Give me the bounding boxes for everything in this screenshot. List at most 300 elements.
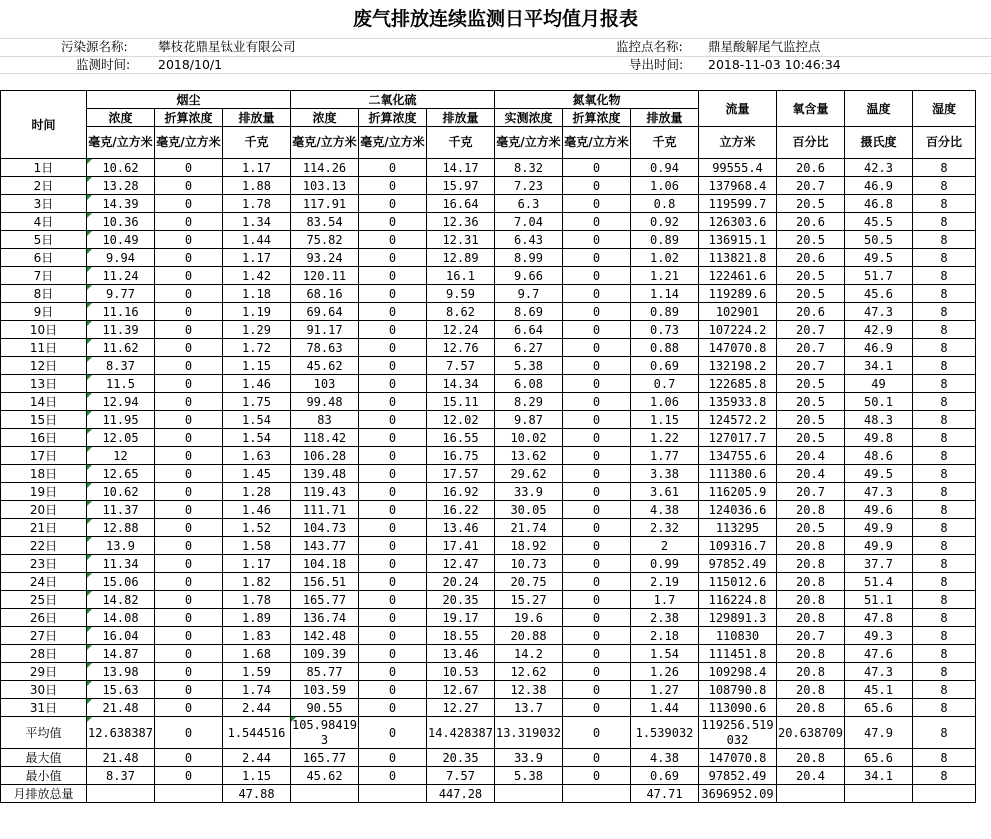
table-cell: 83.54 — [291, 213, 359, 231]
table-cell: 6.27 — [495, 339, 563, 357]
table-cell: 49.8 — [845, 429, 913, 447]
table-cell: 0 — [359, 177, 427, 195]
table-cell: 8 — [913, 591, 976, 609]
table-cell: 8 — [913, 267, 976, 285]
table-cell: 108790.8 — [699, 681, 777, 699]
table-cell: 20.7 — [777, 177, 845, 195]
table-cell: 20.8 — [777, 681, 845, 699]
table-cell: 0.92 — [631, 213, 699, 231]
table-cell: 49.5 — [845, 249, 913, 267]
table-cell: 91.17 — [291, 321, 359, 339]
cell-flag-icon — [87, 267, 92, 272]
table-cell — [495, 785, 563, 803]
table-cell: 12.47 — [427, 555, 495, 573]
row-label: 12日 — [1, 357, 87, 375]
cell-flag-icon — [87, 519, 92, 524]
table-cell: 8 — [913, 231, 976, 249]
sub-header: 折算浓度 — [359, 109, 427, 127]
table-row — [1, 699, 976, 717]
row-label: 8日 — [1, 285, 87, 303]
table-cell: 109298.4 — [699, 663, 777, 681]
table-cell: 8 — [913, 501, 976, 519]
cell-flag-icon — [87, 411, 92, 416]
table-cell: 8 — [913, 555, 976, 573]
table-cell: 10.62 — [87, 159, 155, 177]
table-cell: 12.76 — [427, 339, 495, 357]
table-cell: 68.16 — [291, 285, 359, 303]
table-cell: 8 — [913, 767, 976, 785]
table-cell: 13.319032 — [495, 717, 563, 749]
table-cell: 0.89 — [631, 231, 699, 249]
table-cell: 0 — [359, 717, 427, 749]
table-cell: 8 — [913, 339, 976, 357]
table-cell: 21.48 — [87, 699, 155, 717]
cell-flag-icon — [87, 645, 92, 650]
time-label: 监测时间: — [76, 57, 131, 72]
table-cell: 0 — [359, 303, 427, 321]
table-cell: 97852.49 — [699, 767, 777, 785]
table-cell: 49.9 — [845, 537, 913, 555]
table-cell: 4.38 — [631, 501, 699, 519]
table-cell: 14.2 — [495, 645, 563, 663]
table-cell: 5.38 — [495, 767, 563, 785]
table-cell: 8 — [913, 249, 976, 267]
table-cell: 1.29 — [223, 321, 291, 339]
table-cell: 16.1 — [427, 267, 495, 285]
table-cell: 0 — [359, 537, 427, 555]
table-cell: 16.55 — [427, 429, 495, 447]
table-cell: 0 — [563, 627, 631, 645]
table-cell: 103.13 — [291, 177, 359, 195]
table-cell: 15.06 — [87, 573, 155, 591]
table-cell: 0 — [359, 231, 427, 249]
table-cell: 0 — [155, 303, 223, 321]
table-cell: 12.88 — [87, 519, 155, 537]
table-cell: 0 — [155, 717, 223, 749]
table-cell: 8 — [913, 393, 976, 411]
table-cell: 165.77 — [291, 749, 359, 767]
table-cell: 0 — [563, 177, 631, 195]
table-cell: 0 — [155, 285, 223, 303]
table-cell: 49.6 — [845, 501, 913, 519]
table-cell — [913, 785, 976, 803]
table-cell: 0 — [563, 681, 631, 699]
table-cell: 16.04 — [87, 627, 155, 645]
table-cell: 3.38 — [631, 465, 699, 483]
report-table — [0, 90, 976, 803]
table-cell: 0 — [155, 519, 223, 537]
table-cell: 0.89 — [631, 303, 699, 321]
table-cell: 0 — [155, 681, 223, 699]
table-cell: 33.9 — [495, 483, 563, 501]
table-cell: 69.64 — [291, 303, 359, 321]
table-cell: 13.46 — [427, 519, 495, 537]
header-smoke: 烟尘 — [87, 91, 291, 109]
table-row — [1, 465, 976, 483]
table-cell: 12.38 — [495, 681, 563, 699]
table-cell: 0 — [563, 483, 631, 501]
unit-header: 毫克/立方米 — [495, 127, 563, 159]
table-cell: 0 — [155, 483, 223, 501]
table-cell: 1.46 — [223, 375, 291, 393]
table-cell: 8 — [913, 645, 976, 663]
unit-header: 千克 — [631, 127, 699, 159]
table-cell: 111380.6 — [699, 465, 777, 483]
table-cell: 122685.8 — [699, 375, 777, 393]
table-cell: 1.59 — [223, 663, 291, 681]
table-row — [1, 555, 976, 573]
header-oxygen: 氧含量 — [777, 91, 845, 127]
table-cell: 20.5 — [777, 267, 845, 285]
table-cell: 116224.8 — [699, 591, 777, 609]
row-label: 10日 — [1, 321, 87, 339]
source-value: 攀枝花鼎星钛业有限公司 — [158, 39, 296, 54]
table-cell: 119256.519032 — [699, 717, 777, 749]
table-cell: 0 — [155, 573, 223, 591]
table-cell: 0 — [563, 339, 631, 357]
sub-header: 排放量 — [631, 109, 699, 127]
table-cell: 47.88 — [223, 785, 291, 803]
table-row — [1, 447, 976, 465]
table-cell: 0 — [563, 749, 631, 767]
table-cell: 8 — [913, 411, 976, 429]
table-cell: 1.42 — [223, 267, 291, 285]
table-cell: 0 — [359, 321, 427, 339]
table-cell — [291, 785, 359, 803]
table-cell: 1.68 — [223, 645, 291, 663]
cell-flag-icon — [87, 555, 92, 560]
table-cell: 14.82 — [87, 591, 155, 609]
sub-header: 浓度 — [291, 109, 359, 127]
table-cell: 2.18 — [631, 627, 699, 645]
table-cell: 0 — [359, 267, 427, 285]
cell-flag-icon — [87, 339, 92, 344]
table-cell: 10.53 — [427, 663, 495, 681]
table-cell: 8 — [913, 321, 976, 339]
table-cell: 14.39 — [87, 195, 155, 213]
row-label: 24日 — [1, 573, 87, 591]
table-cell: 0 — [563, 357, 631, 375]
table-cell: 0 — [563, 465, 631, 483]
table-cell: 115012.6 — [699, 573, 777, 591]
table-cell: 1.26 — [631, 663, 699, 681]
table-cell: 0 — [359, 591, 427, 609]
cell-flag-icon — [87, 699, 92, 704]
table-cell: 0 — [563, 447, 631, 465]
table-row — [1, 267, 976, 285]
table-cell: 20.638709 — [777, 717, 845, 749]
row-label: 28日 — [1, 645, 87, 663]
header-flow: 流量 — [699, 91, 777, 127]
table-cell: 0 — [155, 749, 223, 767]
unit-header: 百分比 — [777, 127, 845, 159]
table-cell: 33.9 — [495, 749, 563, 767]
table-cell: 1.18 — [223, 285, 291, 303]
unit-header: 千克 — [223, 127, 291, 159]
table-cell: 20.5 — [777, 285, 845, 303]
table-cell: 135933.8 — [699, 393, 777, 411]
table-cell: 118.42 — [291, 429, 359, 447]
table-cell: 8.62 — [427, 303, 495, 321]
table-cell: 14.08 — [87, 609, 155, 627]
row-label: 14日 — [1, 393, 87, 411]
table-cell: 47.3 — [845, 303, 913, 321]
table-cell: 8 — [913, 285, 976, 303]
table-cell — [563, 785, 631, 803]
table-cell: 109.39 — [291, 645, 359, 663]
table-cell: 47.3 — [845, 483, 913, 501]
table-cell: 11.37 — [87, 501, 155, 519]
row-label: 19日 — [1, 483, 87, 501]
cell-flag-icon — [87, 429, 92, 434]
table-row — [1, 411, 976, 429]
row-label: 9日 — [1, 303, 87, 321]
row-label: 25日 — [1, 591, 87, 609]
table-cell: 14.428387 — [427, 717, 495, 749]
table-row — [1, 339, 976, 357]
table-row — [1, 159, 976, 177]
unit-header: 毫克/立方米 — [155, 127, 223, 159]
table-cell: 8.99 — [495, 249, 563, 267]
table-cell: 103 — [291, 375, 359, 393]
table-cell: 49 — [845, 375, 913, 393]
row-label: 月排放总量 — [1, 785, 87, 803]
table-cell: 8 — [913, 159, 976, 177]
table-cell: 447.28 — [427, 785, 495, 803]
table-cell: 1.74 — [223, 681, 291, 699]
table-cell: 97852.49 — [699, 555, 777, 573]
table-cell: 8 — [913, 627, 976, 645]
table-cell: 124036.6 — [699, 501, 777, 519]
table-cell: 47.9 — [845, 717, 913, 749]
row-label: 16日 — [1, 429, 87, 447]
unit-header: 毫克/立方米 — [563, 127, 631, 159]
table-cell: 8 — [913, 303, 976, 321]
table-cell: 20.7 — [777, 483, 845, 501]
table-cell: 12.62 — [495, 663, 563, 681]
table-body — [1, 159, 976, 803]
table-cell: 0 — [359, 663, 427, 681]
table-cell: 15.97 — [427, 177, 495, 195]
table-cell: 0 — [359, 375, 427, 393]
table-row — [1, 357, 976, 375]
table-cell: 1.75 — [223, 393, 291, 411]
table-cell: 20.5 — [777, 519, 845, 537]
table-cell: 14.34 — [427, 375, 495, 393]
table-row — [1, 627, 976, 645]
table-cell: 0 — [155, 627, 223, 645]
table-row — [1, 501, 976, 519]
cell-flag-icon — [87, 357, 92, 362]
table-cell: 119.43 — [291, 483, 359, 501]
table-cell: 0.69 — [631, 357, 699, 375]
table-cell: 6.08 — [495, 375, 563, 393]
table-cell: 139.48 — [291, 465, 359, 483]
unit-header: 毫克/立方米 — [87, 127, 155, 159]
table-cell: 0 — [563, 429, 631, 447]
table-cell: 46.9 — [845, 339, 913, 357]
table-cell: 0 — [359, 447, 427, 465]
table-cell: 13.7 — [495, 699, 563, 717]
table-cell: 10.62 — [87, 483, 155, 501]
table-cell: 0.69 — [631, 767, 699, 785]
table-row — [1, 375, 976, 393]
table-cell: 0 — [359, 681, 427, 699]
table-cell: 0 — [155, 699, 223, 717]
table-cell: 1.45 — [223, 465, 291, 483]
table-cell: 20.6 — [777, 303, 845, 321]
table-cell: 20.5 — [777, 429, 845, 447]
table-cell: 1.15 — [631, 411, 699, 429]
average-row — [1, 717, 976, 749]
table-cell: 34.1 — [845, 357, 913, 375]
max-row — [1, 749, 976, 767]
table-cell: 85.77 — [291, 663, 359, 681]
cell-flag-icon — [87, 195, 92, 200]
table-cell: 78.63 — [291, 339, 359, 357]
row-label: 15日 — [1, 411, 87, 429]
table-cell: 0 — [563, 411, 631, 429]
table-cell: 0 — [359, 213, 427, 231]
table-cell: 1.82 — [223, 573, 291, 591]
table-cell: 20.8 — [777, 591, 845, 609]
table-cell: 0 — [155, 767, 223, 785]
table-cell: 104.18 — [291, 555, 359, 573]
row-label: 4日 — [1, 213, 87, 231]
table-cell: 0 — [563, 663, 631, 681]
table-cell: 20.8 — [777, 555, 845, 573]
table-cell: 0 — [359, 501, 427, 519]
table-header — [1, 91, 976, 159]
table-cell: 11.5 — [87, 375, 155, 393]
table-cell: 49.3 — [845, 627, 913, 645]
table-cell: 16.22 — [427, 501, 495, 519]
unit-header: 毫克/立方米 — [291, 127, 359, 159]
table-cell: 0 — [563, 537, 631, 555]
row-label: 最大值 — [1, 749, 87, 767]
table-cell: 1.78 — [223, 591, 291, 609]
table-cell: 2.19 — [631, 573, 699, 591]
table-cell: 47.8 — [845, 609, 913, 627]
unit-header: 立方米 — [699, 127, 777, 159]
table-cell: 9.87 — [495, 411, 563, 429]
table-cell: 0.94 — [631, 159, 699, 177]
table-cell: 8 — [913, 429, 976, 447]
table-cell: 99.48 — [291, 393, 359, 411]
table-cell: 12.65 — [87, 465, 155, 483]
row-label: 11日 — [1, 339, 87, 357]
table-cell: 2 — [631, 537, 699, 555]
table-cell: 8 — [913, 213, 976, 231]
table-cell: 0 — [359, 429, 427, 447]
table-cell: 20.35 — [427, 749, 495, 767]
report-title: 废气排放连续监测日平均值月报表 — [352, 8, 638, 30]
table-row — [1, 537, 976, 555]
table-cell: 20.4 — [777, 465, 845, 483]
table-cell: 12.02 — [427, 411, 495, 429]
table-cell: 20.35 — [427, 591, 495, 609]
table-cell: 1.83 — [223, 627, 291, 645]
table-cell: 0 — [563, 717, 631, 749]
table-cell: 7.57 — [427, 767, 495, 785]
table-cell: 20.7 — [777, 339, 845, 357]
table-cell: 20.6 — [777, 213, 845, 231]
table-cell: 0 — [359, 195, 427, 213]
table-cell: 0 — [563, 609, 631, 627]
cell-flag-icon — [87, 627, 92, 632]
total-row — [1, 785, 976, 803]
table-cell: 18.55 — [427, 627, 495, 645]
table-cell: 0 — [155, 267, 223, 285]
row-label: 2日 — [1, 177, 87, 195]
table-cell: 11.95 — [87, 411, 155, 429]
table-cell: 9.77 — [87, 285, 155, 303]
table-cell: 90.55 — [291, 699, 359, 717]
table-row — [1, 663, 976, 681]
table-cell: 0 — [359, 249, 427, 267]
row-label: 22日 — [1, 537, 87, 555]
table-cell: 0 — [359, 555, 427, 573]
table-cell: 12 — [87, 447, 155, 465]
table-cell: 47.3 — [845, 663, 913, 681]
table-cell: 12.24 — [427, 321, 495, 339]
table-cell: 20.5 — [777, 195, 845, 213]
cell-flag-icon — [87, 717, 92, 722]
table-cell: 16.75 — [427, 447, 495, 465]
table-cell: 0 — [359, 465, 427, 483]
table-row — [1, 249, 976, 267]
table-cell: 18.92 — [495, 537, 563, 555]
table-cell: 109316.7 — [699, 537, 777, 555]
table-row — [1, 303, 976, 321]
unit-header: 摄氏度 — [845, 127, 913, 159]
table-cell: 122461.6 — [699, 267, 777, 285]
table-cell: 20.7 — [777, 321, 845, 339]
table-cell: 8 — [913, 609, 976, 627]
table-cell: 8.32 — [495, 159, 563, 177]
table-cell: 0 — [563, 285, 631, 303]
table-cell: 132198.2 — [699, 357, 777, 375]
table-cell: 102901 — [699, 303, 777, 321]
table-cell: 127017.7 — [699, 429, 777, 447]
table-cell: 16.92 — [427, 483, 495, 501]
table-cell: 13.46 — [427, 645, 495, 663]
time-value: 2018/10/1 — [158, 57, 223, 72]
table-cell: 51.7 — [845, 267, 913, 285]
table-cell: 8 — [913, 663, 976, 681]
table-cell: 7.57 — [427, 357, 495, 375]
header-humidity: 湿度 — [913, 91, 976, 127]
table-cell: 9.66 — [495, 267, 563, 285]
cell-flag-icon — [87, 573, 92, 578]
table-cell: 50.5 — [845, 231, 913, 249]
table-cell: 13.9 — [87, 537, 155, 555]
row-label: 26日 — [1, 609, 87, 627]
table-cell: 20.24 — [427, 573, 495, 591]
header-nox: 氮氧化物 — [495, 91, 699, 109]
table-cell: 51.4 — [845, 573, 913, 591]
table-cell: 45.62 — [291, 357, 359, 375]
table-cell: 20.8 — [777, 663, 845, 681]
table-cell: 8 — [913, 699, 976, 717]
table-cell: 12.67 — [427, 681, 495, 699]
table-cell: 0 — [359, 411, 427, 429]
table-cell: 20.8 — [777, 537, 845, 555]
table-cell: 20.8 — [777, 699, 845, 717]
cell-flag-icon — [87, 303, 92, 308]
table-cell: 46.8 — [845, 195, 913, 213]
table-cell: 10.02 — [495, 429, 563, 447]
